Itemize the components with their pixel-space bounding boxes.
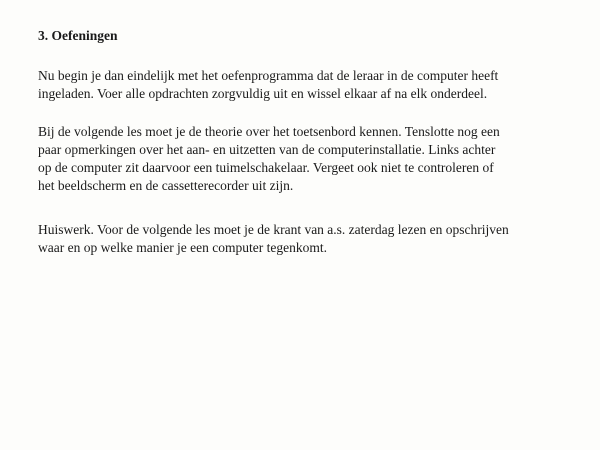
text-line: waar en op welke manier je een computer tegenkomt. (38, 240, 328, 255)
text-line: het beeldscherm en de cassetterecorder uit zijn. (38, 178, 294, 193)
paragraph-homework (38, 221, 583, 257)
text-line: Bij de volgende les moet je de theorie over het toetsenbord kennen. Tenslotte nog een (38, 124, 500, 139)
text-line: ingeladen. Voer alle opdrachten zorgvuldig uit en wissel elkaar af na elk onderdeel. (38, 86, 488, 101)
paragraph-keyboard-theory (38, 123, 583, 195)
text-line: op de computer zit daarvoor een tuimelschakelaar. Vergeet ook niet te controleren of (38, 160, 494, 175)
text-line: Nu begin je dan eindelijk met het oefenprogramma dat de leraar in de computer heeft (38, 68, 499, 83)
text-line: Huiswerk. Voor de volgende les moet je de krant van a.s. zaterdag lezen en opschrijven (38, 222, 509, 237)
paragraph-exercises (38, 67, 583, 103)
section-heading: 3. Oefeningen (38, 28, 118, 43)
text-line: paar opmerkingen over het aan- en uitzetten van de computerinstallatie. Links achter (38, 142, 496, 157)
